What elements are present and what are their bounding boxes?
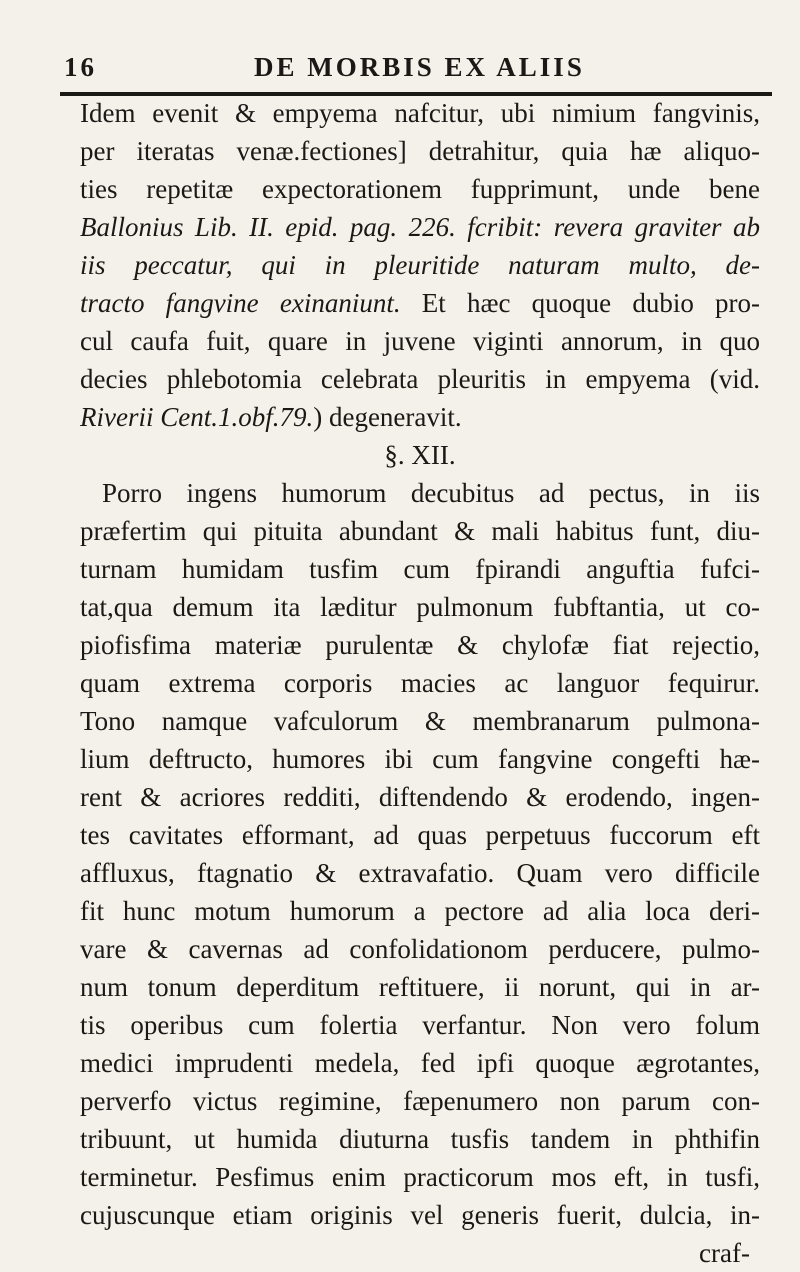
text-line: num tonum deperditum reftituere, ii norunt, qui in ar- [80,972,760,1002]
text-line: ties repetitæ expectorationem fupprimunt, unde bene [80,174,760,204]
text-line: tat,qua demum ita læditur pulmonum fubftantia, ut co- [80,592,760,622]
text-line: tribuunt, ut humida diuturna tusfis tandem in phthifin [80,1124,760,1154]
text-line [80,284,760,322]
running-head: DE MORBIS EX ALIIS [254,52,585,82]
text-line: perverfo victus regimine, fæpenumero non parum con- [80,1086,760,1116]
text-line: tis operibus cum folertia verfantur. Non vero folum [80,1010,760,1040]
text-line: piofisfima materiæ purulentæ & chylofæ fiat rejectio, [80,630,760,660]
text-line: Porro ingens humorum decubitus ad pectus, in iis [102,478,760,508]
catchword: craf- [699,1238,750,1268]
text-line: iis peccatur, qui in pleuritide naturam multo, de- [80,250,760,280]
text-line: turnam humidam tusfim cum fpirandi anguftia fufci- [80,554,760,584]
text-line: cujuscunque etiam originis vel generis fuerit, dulcia, in- [80,1200,760,1230]
roman-phrase: ) degeneravit. [313,402,462,432]
text-line: præfertim qui pituita abundant & mali habitus funt, diu- [80,516,760,546]
text-line: rent & acriores redditi, diftendendo & erodendo, ingen- [80,782,760,812]
text-line: terminetur. Pesfimus enim practicorum mos eft, in tusfi, [80,1162,760,1192]
citation: Riverii Cent.1.obf.79. [80,402,314,432]
page-number: 16 [64,52,97,82]
text-line: Tono namque vafculorum & membranarum pulmona- [80,706,760,736]
text-line: decies phlebotomia celebrata pleuritis in empyema (vid. [80,364,760,394]
section-heading: §. XII. [384,440,456,470]
page-header [64,52,764,86]
roman-phrase: Et hæc quoque dubio pro- [400,288,760,318]
text-line: medici imprudenti medela, fed ipfi quoque ægrotantes, [80,1048,760,1078]
body-text [80,94,760,1272]
text-line: vare & cavernas ad confolidationom perducere, pulmo- [80,934,760,964]
text-line: Idem evenit & empyema nafcitur, ubi nimium fangvinis, [80,98,760,128]
text-line: per iteratas venæ.fectiones] detrahitur, quia hæ aliquo- [80,136,760,166]
text-line: fit hunc motum humorum a pectore ad alia loca deri- [80,896,760,926]
text-line: lium deftructo, humores ibi cum fangvine congefti hæ- [80,744,760,774]
text-line: affluxus, ftagnatio & extravafatio. Quam vero difficile [80,858,760,888]
text-line: tes cavitates efformant, ad quas perpetuus fuccorum eft [80,820,760,850]
text-line: cul caufa fuit, quare in juvene viginti annorum, in quo [80,326,760,356]
text-line [80,398,760,436]
text-line: quam extrema corporis macies ac languor fequirur. [80,668,760,698]
text-line: Ballonius Lib. II. epid. pag. 226. fcribit: revera graviter ab [80,212,760,242]
italic-phrase: tracto fangvine exinaniunt. [80,288,401,318]
